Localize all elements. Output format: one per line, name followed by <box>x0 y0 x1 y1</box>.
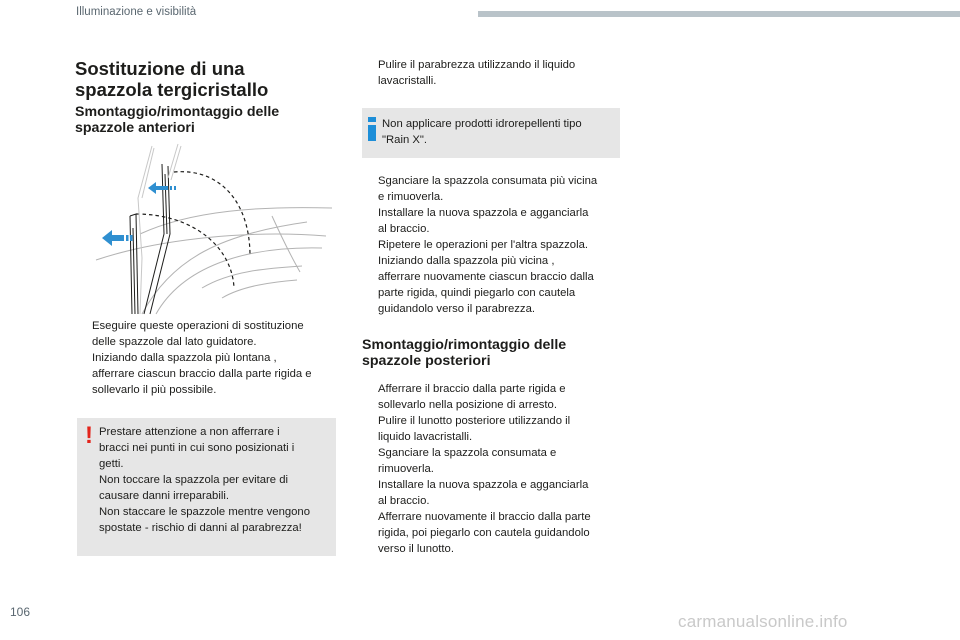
list-item <box>362 381 627 413</box>
heading-line: spazzole anteriori <box>75 120 195 136</box>
step-line: e rimuoverla. <box>378 191 444 203</box>
step-line: al braccio. <box>378 495 430 507</box>
step-line: afferrare ciascun braccio dalla parte rigida e <box>92 368 312 380</box>
info-icon-dot <box>368 117 376 122</box>
step-line: Afferrare nuovamente il braccio dalla parte <box>378 511 591 523</box>
warning-line: spostate - rischio di danni al parabrezza! <box>99 522 302 534</box>
step-line: al braccio. <box>378 223 430 235</box>
right-rear-steps <box>362 381 627 557</box>
list-item <box>362 477 627 509</box>
warning-line: getti. <box>99 458 124 470</box>
step-line: rimuoverla. <box>378 463 434 475</box>
step-line: parte rigida, quindi piegarlo con cautela <box>378 287 576 299</box>
step-line: Installare la nuova spazzola e agganciarla <box>378 207 589 219</box>
heading-line: Smontaggio/rimontaggio delle <box>75 104 280 120</box>
list-item <box>362 445 627 477</box>
list-item <box>362 237 627 253</box>
step-line: sollevarlo nella posizione di arresto. <box>378 399 557 411</box>
step-line: Afferrare il braccio dalla parte rigida e <box>378 383 566 395</box>
right-step-top <box>362 57 627 89</box>
step-line: Eseguire queste operazioni di sostituzione <box>92 320 304 332</box>
header-bar <box>478 11 960 17</box>
warning-line: bracci nei punti in cui sono posizionati i <box>99 442 295 454</box>
page-title <box>75 58 345 100</box>
warning-line: Non toccare la spazzola per evitare di <box>99 474 289 486</box>
info-icon <box>368 117 376 141</box>
warning-line: Non staccare le spazzole mentre vengono <box>99 506 310 518</box>
info-text <box>382 116 582 148</box>
warning-box <box>77 418 336 556</box>
info-line: Non applicare prodotti idrorepellenti tipo <box>382 118 582 130</box>
front-wipers-heading <box>75 104 279 136</box>
list-item <box>362 173 627 205</box>
step-line: lavacristalli. <box>378 75 437 87</box>
step-line: Pulire il parabrezza utilizzando il liquido <box>378 59 576 71</box>
section-title: Illuminazione e visibilità <box>76 6 197 18</box>
page-title-line: Sostituzione di una <box>75 58 245 79</box>
warning-line: causare danni irreparabili. <box>99 490 229 502</box>
list-item <box>362 413 627 445</box>
step-line: Pulire il lunotto posteriore utilizzando il <box>378 415 571 427</box>
step-line: Ripetere le operazioni per l'altra spazzola. <box>378 239 589 251</box>
step-line: sollevarlo il più possibile. <box>92 384 217 396</box>
list-item <box>76 318 346 350</box>
step-line: Iniziando dalla spazzola più vicina , <box>378 255 555 267</box>
right-front-steps <box>362 173 627 317</box>
rear-wipers-heading <box>362 337 566 369</box>
step-line: Sganciare la spazzola consumata e <box>378 447 557 459</box>
step-line: Sganciare la spazzola consumata più vicina <box>378 175 598 187</box>
exclamation-warning-icon: ! <box>85 422 93 449</box>
list-item <box>362 205 627 237</box>
front-steps-left <box>76 318 346 398</box>
step-line: rigida, poi piegarlo con cautela guidandolo <box>378 527 590 539</box>
step-line: Installare la nuova spazzola e agganciarla <box>378 479 589 491</box>
heading-line: spazzole posteriori <box>362 353 491 369</box>
heading-line: Smontaggio/rimontaggio delle <box>362 337 567 353</box>
step-line: afferrare nuovamente ciascun braccio dalla <box>378 271 594 283</box>
warning-line: Prestare attenzione a non afferrare i <box>99 426 280 438</box>
step-line: verso il lunotto. <box>378 543 454 555</box>
list-item <box>362 509 627 557</box>
info-line: "Rain X". <box>382 134 428 146</box>
warning-text <box>99 424 310 536</box>
wiper-illustration <box>92 138 338 316</box>
info-box <box>362 108 620 158</box>
page-title-line: spazzola tergicristallo <box>75 79 269 100</box>
list-item <box>362 57 627 89</box>
step-line: liquido lavacristalli. <box>378 431 473 443</box>
step-line: Iniziando dalla spazzola più lontana , <box>92 352 277 364</box>
info-icon-stem <box>368 125 376 141</box>
step-line: delle spazzole dal lato guidatore. <box>92 336 257 348</box>
list-item <box>76 350 346 398</box>
page-number: 106 <box>10 605 31 619</box>
step-line: guidandolo verso il parabrezza. <box>378 303 535 315</box>
list-item <box>362 253 627 317</box>
watermark: carmanualsonline.info <box>678 612 848 631</box>
